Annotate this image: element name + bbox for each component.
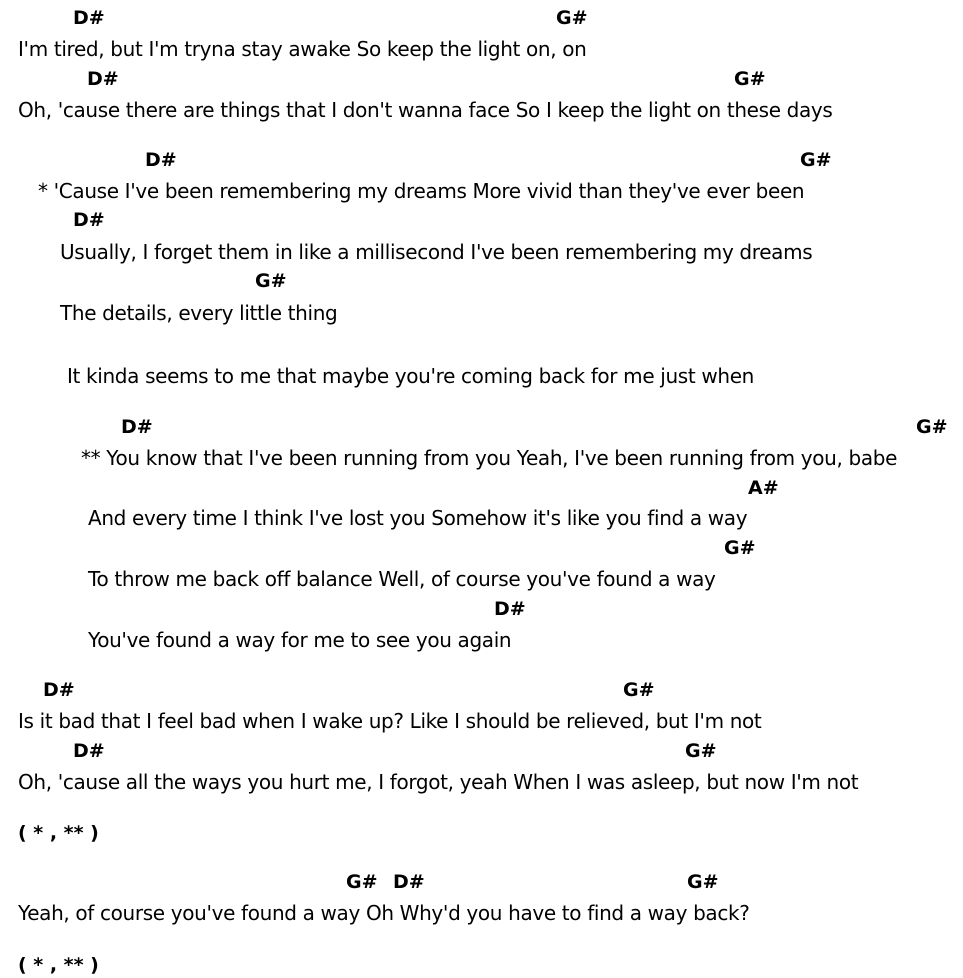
chord-label: D# [87, 68, 119, 90]
chord-label: G# [734, 68, 766, 90]
chord-label: D# [121, 416, 153, 438]
lyric-line: It kinda seems to me that maybe you're coming back for me just when [67, 364, 754, 388]
chord-label: G# [916, 416, 948, 438]
lyric-line: Usually, I forget them in like a millisecond I've been remembering my dreams [60, 240, 813, 264]
lyric-line: Is it bad that I feel bad when I wake up? Like I should be relieved, but I'm not [18, 709, 762, 733]
chord-label: A# [748, 477, 779, 499]
lyric-line: Yeah, of course you've found a way Oh Why'd you have to find a way back? [18, 901, 750, 925]
chord-label: G# [685, 740, 717, 762]
chord-label: G# [556, 7, 588, 29]
chord-label: D# [393, 871, 425, 893]
chord-label: D# [73, 209, 105, 231]
chord-label: D# [145, 149, 177, 171]
chord-label: G# [687, 871, 719, 893]
lyric-line: Oh, 'cause there are things that I don't wanna face So I keep the light on these days [18, 98, 833, 122]
chord-label: D# [494, 598, 526, 620]
lyric-line: The details, every little thing [60, 301, 338, 325]
chord-label: D# [43, 679, 75, 701]
lyric-line: You've found a way for me to see you again [88, 628, 512, 652]
chord-label: D# [73, 740, 105, 762]
repeat-marker: ( * , ** ) [18, 822, 99, 844]
lyric-line: Oh, 'cause all the ways you hurt me, I forgot, yeah When I was asleep, but now I'm not [18, 770, 859, 794]
chord-label: D# [73, 7, 105, 29]
chord-label: G# [724, 537, 756, 559]
lyric-line: * 'Cause I've been remembering my dreams More vivid than they've ever been [38, 179, 805, 203]
lyric-line: And every time I think I've lost you Somehow it's like you find a way [88, 506, 748, 530]
chord-label: G# [623, 679, 655, 701]
repeat-marker: ( * , ** ) [18, 954, 99, 976]
lyric-line: To throw me back off balance Well, of course you've found a way [88, 567, 716, 591]
lyric-line: I'm tired, but I'm tryna stay awake So keep the light on, on [18, 37, 587, 61]
chord-label: G# [346, 871, 378, 893]
lyric-line: ** You know that I've been running from you Yeah, I've been running from you, babe [81, 446, 898, 470]
chord-label: G# [255, 270, 287, 292]
chord-label: G# [800, 149, 832, 171]
